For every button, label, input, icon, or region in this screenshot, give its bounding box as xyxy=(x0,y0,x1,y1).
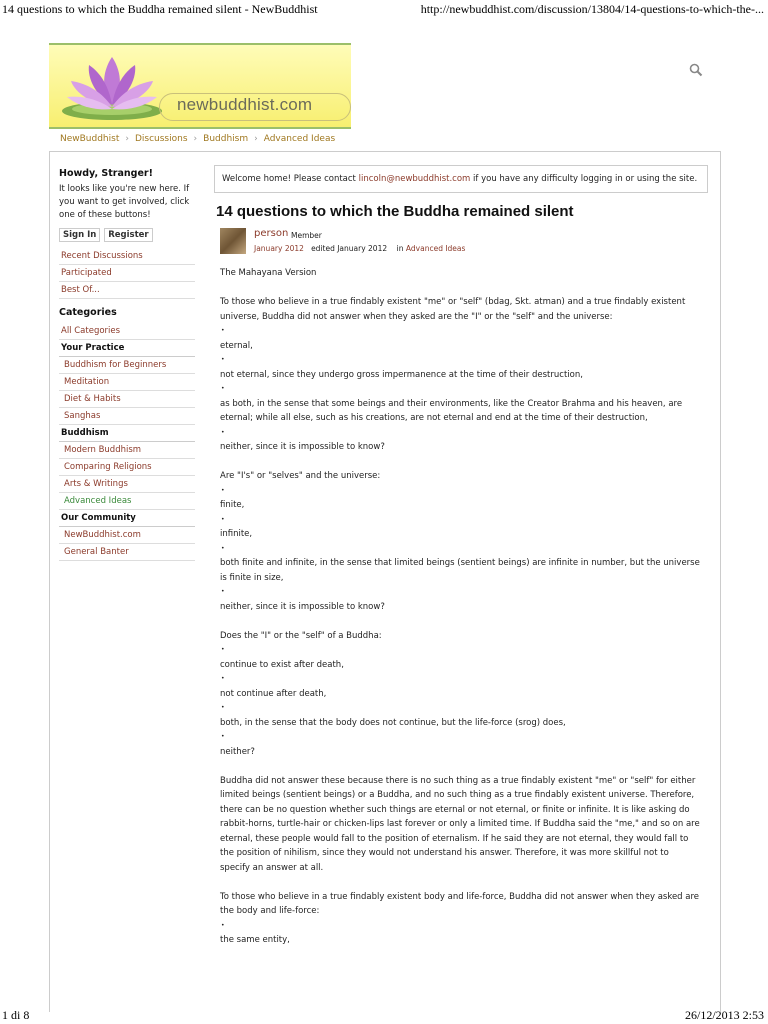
breadcrumb-separator: › xyxy=(125,134,129,144)
bullet-marker: • xyxy=(221,921,225,929)
paragraph-gap xyxy=(220,759,700,774)
breadcrumb xyxy=(60,134,335,144)
post-paragraph: finite, xyxy=(220,500,245,510)
post-paragraph: continue to exist after death, xyxy=(220,659,344,670)
post-paragraph: Are "I's" or "selves" and the universe: xyxy=(220,471,381,481)
bullet-marker: • xyxy=(221,327,225,334)
post-paragraph: neither, since it is impossible to know? xyxy=(220,601,385,612)
post-body xyxy=(220,266,700,948)
paragraph-gap xyxy=(220,875,700,890)
greeting-intro: It looks like you're new here. If you want to get involved, click one of these buttons! xyxy=(59,184,190,220)
recent-discussions-link[interactable]: Recent Discussions xyxy=(59,248,195,265)
category-diet-habits[interactable]: Diet & Habits xyxy=(59,391,195,408)
post-paragraph: not continue after death, xyxy=(220,688,327,699)
category-buddhism-for-beginners[interactable]: Buddhism for Beginners xyxy=(59,357,195,374)
categories-heading: Categories xyxy=(59,307,117,318)
breadcrumb-discussions[interactable]: Discussions xyxy=(134,134,188,144)
category-arts-writings[interactable]: Arts & Writings xyxy=(59,476,195,493)
author-name[interactable]: person xyxy=(254,228,289,239)
avatar[interactable] xyxy=(220,228,246,254)
category-sanghas[interactable]: Sanghas xyxy=(59,408,195,425)
breadcrumb-newbuddhist[interactable]: NewBuddhist xyxy=(60,134,120,144)
bullet-marker: • xyxy=(221,486,225,494)
bullet-marker: • xyxy=(221,704,225,711)
category-group-buddhism[interactable]: Buddhism xyxy=(59,425,195,442)
print-page-url: http://newbuddhist.com/discussion/13804/14-questions-to-which-the-... xyxy=(420,2,764,16)
post-paragraph: as both, in the sense that some beings and their environments, like the Creator Brahma and his heaven, are eternal; while all else, such as his creations, are not eternal and end at the time of their destruction, xyxy=(220,398,683,423)
sign-in-button[interactable]: Sign In xyxy=(59,228,100,242)
bullet-marker: • xyxy=(221,515,225,523)
search-icon[interactable] xyxy=(689,63,703,77)
print-page-number: 1 di 8 xyxy=(2,1008,30,1022)
paragraph-gap xyxy=(220,281,700,296)
print-datetime: 26/12/2013 2:53 xyxy=(684,1008,764,1022)
category-comparing-religions[interactable]: Comparing Religions xyxy=(59,459,195,476)
print-footer xyxy=(0,1008,768,1024)
auth-buttons xyxy=(59,228,195,242)
category-general-banter[interactable]: General Banter xyxy=(59,544,195,561)
category-group-your-practice[interactable]: Your Practice xyxy=(59,340,195,357)
bullet-marker: • xyxy=(221,428,225,436)
category-advanced-ideas[interactable]: Advanced Ideas xyxy=(59,493,195,510)
welcome-text-before: Welcome home! Please contact xyxy=(222,174,359,184)
post-paragraph: To those who believe in a true findably existent "me" or "self" (bdag, Skt. atman) and a true findably existent universe, Buddha did not answer when they asked are the "I" or the "self" and the universe: xyxy=(220,297,686,322)
bullet-marker: • xyxy=(221,588,225,595)
discussion-title: 14 questions to which the Buddha remained silent xyxy=(216,203,574,220)
bullet-marker: • xyxy=(221,646,225,653)
post-edited: edited January 2012 xyxy=(311,244,388,253)
bullet-marker: • xyxy=(221,356,225,363)
participated-link[interactable]: Participated xyxy=(59,265,195,282)
main-content xyxy=(214,165,709,948)
bullet-marker: • xyxy=(221,544,225,552)
best-of-link[interactable]: Best Of... xyxy=(59,282,195,299)
post-paragraph: the same entity, xyxy=(220,935,290,945)
post-paragraph: eternal, xyxy=(220,340,253,351)
category-newbuddhist-com[interactable]: NewBuddhist.com xyxy=(59,527,195,544)
site-banner[interactable] xyxy=(49,43,351,129)
bullet-marker: • xyxy=(221,733,225,740)
author-role: Member xyxy=(291,231,322,240)
all-categories-link[interactable]: All Categories xyxy=(59,323,195,340)
post-meta xyxy=(214,228,709,258)
post-paragraph: neither, since it is impossible to know? xyxy=(220,442,385,452)
post-paragraph: infinite, xyxy=(220,529,253,539)
print-page-title: 14 questions to which the Buddha remained silent - NewBuddhist xyxy=(2,2,318,16)
post-dates xyxy=(254,244,465,253)
post-paragraph: Buddha did not answer these because there is no such thing as a true findably existent "me" or "self" for either limited beings (sentient beings) or a Buddha, and no such thing as a true findably existent universe. Therefore, there can be no question whether such things are eternal or not eternal, or finite or infinite. It is like asking do rabbit-horns, turtle-hair or chicken-lips last forever or only a limited time. If Buddha said the "me," and so on are eternal, these people would fall to the position of eternalism. If he said they are not eternal, they would fall to the position of nihilism, since they would not understand his answer. Therefore, it was more skillful not to specify an answer at all. xyxy=(220,775,700,873)
breadcrumb-separator: › xyxy=(254,134,258,144)
welcome-text-after: if you have any difficulty logging in or using the site. xyxy=(470,174,698,184)
post-paragraph: The Mahayana Version xyxy=(220,268,317,278)
welcome-message xyxy=(214,165,708,193)
breadcrumb-advanced-ideas[interactable]: Advanced Ideas xyxy=(263,134,336,144)
breadcrumb-separator: › xyxy=(193,134,198,144)
greeting-heading: Howdy, Stranger! xyxy=(59,168,153,179)
post-in-label: in xyxy=(396,244,404,253)
bullet-marker: • xyxy=(221,675,225,682)
print-header xyxy=(0,0,768,18)
category-group-our-community[interactable]: Our Community xyxy=(59,510,195,527)
post-paragraph: not eternal, since they undergo gross impermanence at the time of their destruction, xyxy=(220,369,583,380)
post-date[interactable]: January 2012 xyxy=(254,244,304,253)
lotus-logo-icon xyxy=(57,49,167,127)
post-paragraph: neither? xyxy=(220,746,255,757)
site-name: newbuddhist.com xyxy=(177,95,313,114)
bullet-marker: • xyxy=(221,385,225,392)
sidebar xyxy=(59,168,195,561)
register-button[interactable]: Register xyxy=(104,228,152,242)
post-paragraph: Does the "I" or the "self" of a Buddha: xyxy=(220,630,382,641)
category-meditation[interactable]: Meditation xyxy=(59,374,195,391)
category-modern-buddhism[interactable]: Modern Buddhism xyxy=(59,442,195,459)
post-paragraph: both finite and infinite, in the sense that limited beings (sentient beings) are infinite in number, but the universe is finite in size, xyxy=(220,558,700,583)
post-paragraph: To those who believe in a true findably existent body and life-force, Buddha did not answer when they asked are the body and life-force: xyxy=(220,891,700,916)
breadcrumb-buddhism[interactable]: Buddhism xyxy=(203,134,249,144)
post-paragraph: both, in the sense that the body does not continue, but the life-force (srog) does, xyxy=(220,717,566,728)
paragraph-gap xyxy=(220,455,700,470)
contact-email-link[interactable]: lincoln@newbuddhist.com xyxy=(358,174,471,184)
post-category-link[interactable]: Advanced Ideas xyxy=(405,244,466,253)
paragraph-gap xyxy=(220,614,700,629)
